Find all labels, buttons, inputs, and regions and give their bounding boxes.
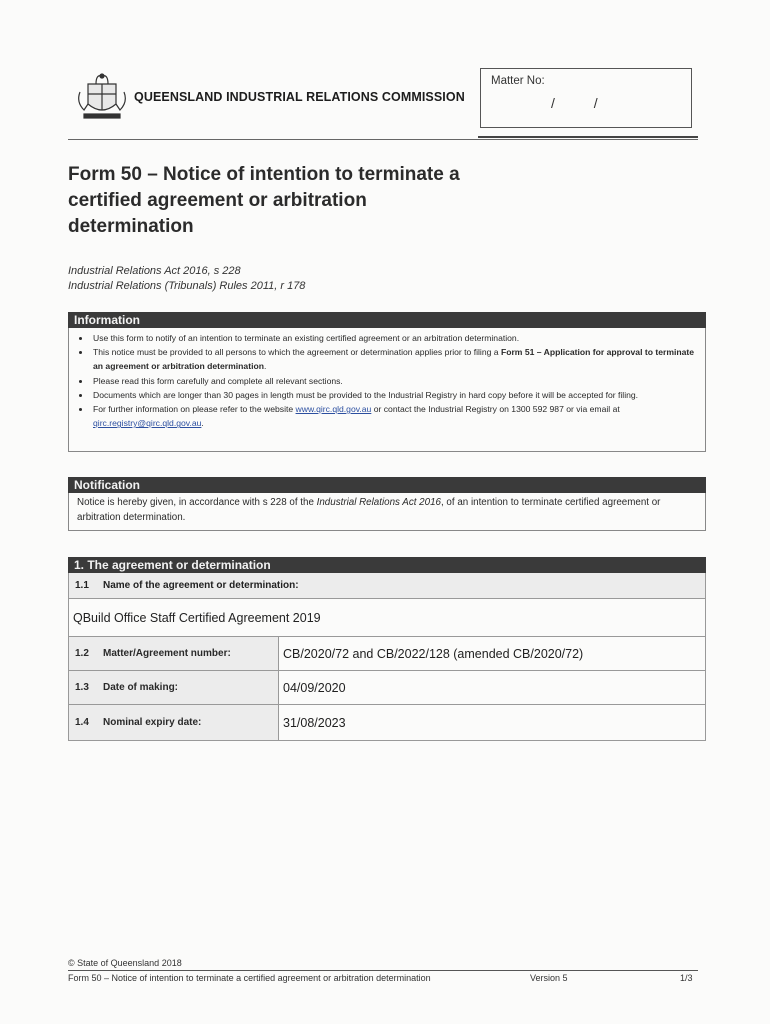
footer-version: Version 5: [530, 973, 568, 983]
agreement-name-field[interactable]: QBuild Office Staff Certified Agreement 2019: [73, 610, 321, 625]
q3-label: Date of making:: [103, 682, 179, 693]
footer-form-name: Form 50 – Notice of intention to terminate a certified agreement or arbitration determination: [68, 973, 431, 983]
information-heading: Information: [68, 312, 706, 328]
q3-row: 1.3 Date of making: 04/09/2020: [68, 671, 706, 705]
rules-reference: Industrial Relations (Tribunals) Rules 2011, r 178: [68, 280, 306, 292]
agency-name: QUEENSLAND INDUSTRIAL RELATIONS COMMISSION: [134, 90, 465, 104]
header-rule: [68, 139, 698, 140]
form51-reference: Form 51 – Application for approval to terminate an agreement or arbitration determination: [93, 347, 695, 372]
copyright: © State of Queensland 2018: [68, 958, 182, 968]
expiry-date-field[interactable]: 31/08/2023: [283, 715, 346, 730]
website-link[interactable]: www.qirc.qld.gov.au: [295, 404, 372, 415]
matter-number-value: / /: [551, 95, 598, 111]
information-list: [69, 328, 705, 434]
q2-label: Matter/Agreement number:: [103, 648, 231, 659]
info-item: • Documents which are longer than 30 pages in length must be provided to the Industrial Registry in hard copy before it will be accepted for filing.: [91, 388, 697, 402]
q1-value-row[interactable]: [68, 599, 706, 637]
q4-row: 1.4 Nominal expiry date: 31/08/2023: [68, 705, 706, 741]
q1-label: Name of the agreement or determination:: [103, 580, 299, 591]
notification-box: [68, 493, 706, 531]
legislation-references: [68, 264, 305, 294]
form-title: Form 50 – Notice of intention to terminate a certified agreement or arbitration determination: [68, 164, 460, 237]
info-item: • Use this form to notify of an intention to terminate an existing certified agreement or an arbitration determination.: [91, 331, 697, 345]
section1-heading: 1. The agreement or determination: [68, 557, 706, 573]
information-box: [68, 328, 706, 452]
matter-label: Matter No:: [491, 75, 545, 87]
notification-heading: Notification: [68, 477, 706, 493]
notification-text: Notice is hereby given, in accordance with s 228 of the Industrial Relations Act 2016, of an intention to terminate certified agreement or arbitration determination.: [77, 497, 661, 523]
info-item: • For further information on please refer to the website www.qirc.qld.gov.au or contact the Industrial Registry on 1300 592 987 or via email at qirc.registry@qirc.qld.gov.au.: [91, 402, 697, 430]
act-reference: Industrial Relations Act 2016, s 228: [68, 265, 241, 277]
q1-label-row: 1.1 Name of the agreement or determination:: [68, 573, 706, 599]
info-item: • This notice must be provided to all persons to which the agreement or determination applies prior to filing a Form 51 – Application for approval to terminate an agreement or arbitration determination.: [91, 345, 697, 373]
header-rule-thick: [478, 136, 698, 138]
footer-page-number: 1/3: [680, 973, 693, 983]
email-link[interactable]: qirc.registry@qirc.qld.gov.au: [93, 418, 202, 429]
footer-rule: [68, 970, 698, 971]
date-of-making-field[interactable]: 04/09/2020: [283, 680, 346, 695]
q2-row: 1.2 Matter/Agreement number: CB/2020/72 and CB/2022/128 (amended CB/2020/72): [68, 637, 706, 671]
agreement-number-field[interactable]: CB/2020/72 and CB/2022/128 (amended CB/2020/72): [283, 646, 584, 661]
matter-number-box[interactable]: [480, 68, 692, 128]
info-item: • Please read this form carefully and complete all relevant sections.: [91, 374, 697, 388]
queensland-crest-icon: [74, 70, 130, 122]
q4-label: Nominal expiry date:: [103, 717, 202, 728]
